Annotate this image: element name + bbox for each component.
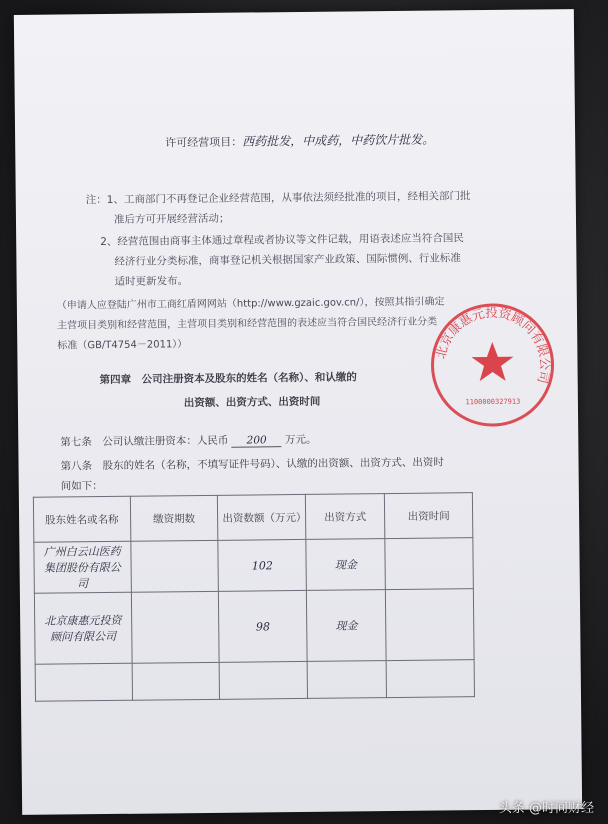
time-cell — [386, 660, 474, 698]
business-scope-line — [165, 131, 434, 151]
amount-cell — [219, 661, 307, 699]
article-7-label: 第七条 公司认缴注册资本：人民币 — [60, 434, 229, 449]
company-seal-stamp — [427, 299, 558, 430]
method-cell: 现金 — [306, 539, 386, 591]
table-row — [35, 660, 474, 702]
business-scope-label: 许可经营项目： — [165, 135, 243, 150]
method-cell — [307, 661, 386, 699]
business-scope-value: 西药批发，中成药，中药饮片批发。 — [242, 132, 435, 149]
time-cell — [385, 538, 473, 590]
apply-note-line-3: 标准（GB/T4754－2011）） — [57, 339, 188, 352]
note-line-2: 准后方可开展经营活动； — [113, 212, 230, 226]
article-7-unit: 万元。 — [284, 433, 317, 447]
installment-cell — [131, 591, 220, 663]
table-header-row — [33, 493, 472, 543]
article-7 — [60, 432, 316, 450]
seal-number: 1100000327913 — [465, 397, 521, 407]
document-page — [14, 9, 582, 815]
amount-cell: 102 — [218, 539, 306, 591]
installment-cell — [130, 540, 218, 592]
seal-star-icon — [471, 342, 513, 381]
col-header-shareholder: 股东姓名或名称 — [33, 496, 130, 542]
apply-note-line-2: 主营项目类别和经营范围，主营项目类别和经营范围的表述应当符合国民经济行业分类 — [57, 316, 438, 332]
note-line-3: 2、经营范围由商事主体通过章程或者协议等文件记载，用语表述应当符合国民 — [100, 232, 464, 249]
table-row — [34, 538, 474, 594]
shareholder-name: 北京康惠元投资顾问有限公司 — [34, 592, 131, 664]
apply-note-line-1: （申请人应登陆广州市工商红盾网网站（http://www.gzaic.gov.cn/），按照其指引确定 — [56, 296, 445, 312]
shareholder-name — [35, 663, 132, 701]
shareholder-table — [33, 492, 475, 702]
table-row — [34, 589, 474, 665]
col-header-amount: 出资数额（万元） — [218, 494, 306, 540]
note-line-5: 适时更新发布。 — [114, 275, 189, 288]
note-line-1: 注：1、工商部门不再登记企业经营范围，从事依法须经批准的项目，经相关部门批 — [85, 190, 471, 207]
registered-capital-amount: 200 — [232, 434, 282, 448]
col-header-time: 出资时间 — [385, 493, 473, 539]
article-8-line-1: 第八条 股东的姓名（名称，不填写证件号码）、认缴的出资额、出资方式、出资时 — [60, 456, 444, 473]
shareholder-name: 广州白云山医药集团股份有限公司 — [34, 541, 131, 593]
watermark: 头条 @时间财经 — [498, 801, 594, 816]
installment-cell — [132, 662, 220, 700]
chapter-subtitle: 出资额、出资方式、出资时间 — [183, 395, 321, 410]
article-8-line-2: 间如下： — [60, 480, 103, 493]
method-cell: 现金 — [307, 590, 387, 662]
col-header-installment: 缴资期数 — [130, 495, 218, 541]
col-header-method: 出资方式 — [306, 494, 385, 540]
amount-cell: 98 — [219, 590, 308, 662]
seal-ring-text: 北京康惠元投资顾问有限公司 — [432, 304, 553, 386]
time-cell — [386, 589, 475, 661]
note-line-4: 经济行业分类标准，商事登记机关根据国家产业政策、国际惯例、行业标准 — [114, 252, 461, 268]
chapter-title: 第四章 公司注册资本及股东的姓名（名称）、和认缴的 — [99, 371, 357, 387]
